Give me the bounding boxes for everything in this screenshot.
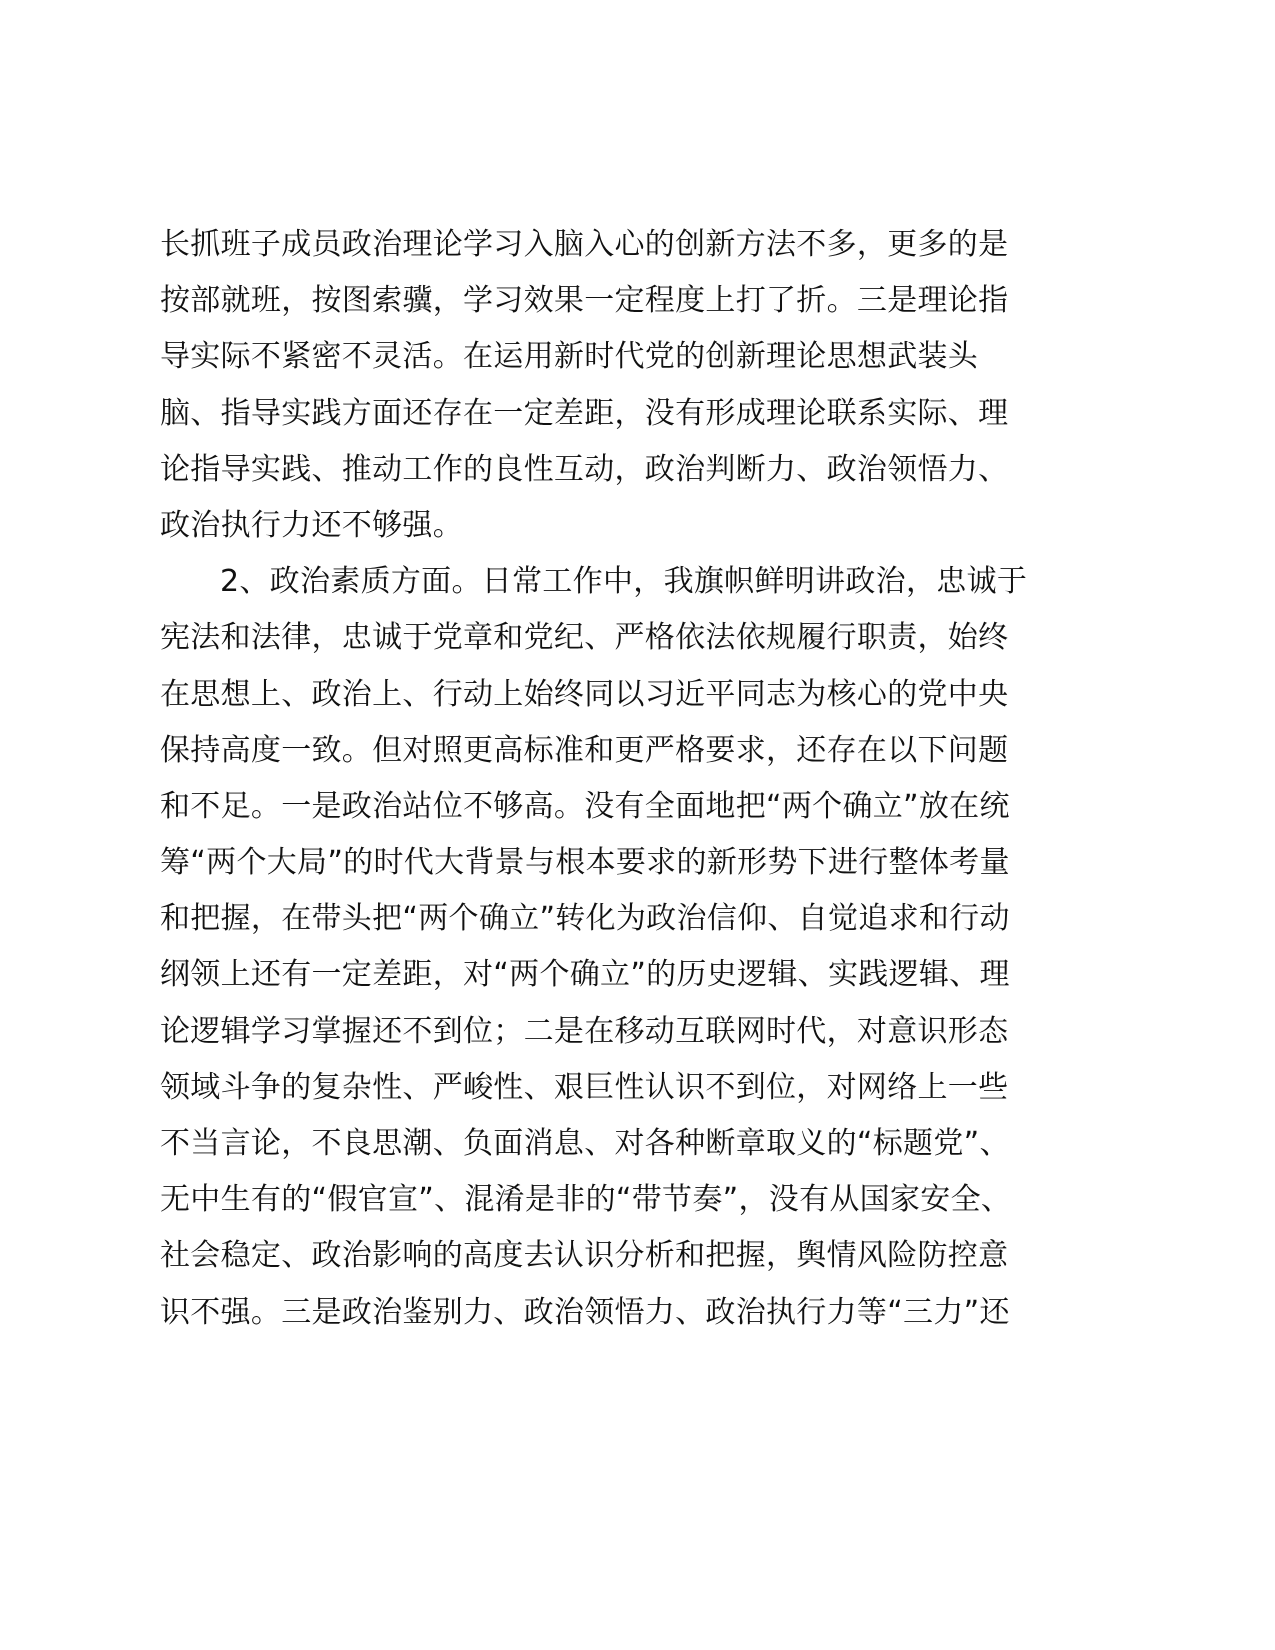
text-line: 领域斗争的复杂性、严峻性、艰巨性认识不到位，对网络上一些: [160, 1069, 1009, 1105]
text-line: 社会稳定、政治影响的高度去认识分析和把握，舆情风险防控意: [160, 1238, 1009, 1274]
text-line: 长抓班子成员政治理论学习入脑入心的创新方法不多，更多的是: [160, 227, 1009, 262]
text-line: 按部就班，按图索骥，学习效果一定程度上打了折。三是理论指: [160, 283, 1009, 319]
text-line: 和不足。一是政治站位不够高。没有全面地把“两个确立”放在统: [160, 788, 1010, 824]
text-line: 保持高度一致。但对照更高标准和更严格要求，还存在以下问题: [160, 732, 1009, 768]
text-line: 筹“两个大局”的时代大背景与根本要求的新形势下进行整体考量: [160, 845, 1010, 881]
text-line: 和把握，在带头把“两个确立”转化为政治信仰、自觉追求和行动: [160, 901, 1010, 937]
paragraph-heading-line: 2、政治素质方面。日常工作中，我旗帜鲜明讲政治，忠诚于: [220, 564, 1028, 600]
text-line: 论逻辑学习掌握还不到位；二是在移动互联网时代，对意识形态: [160, 1013, 1009, 1049]
text-line: 脑、指导实践方面还存在一定差距，没有形成理论联系实际、理: [160, 395, 1009, 431]
text-line: 在思想上、政治上、行动上始终同以习近平同志为核心的党中央: [160, 676, 1009, 712]
text-line: 政治执行力还不够强。: [160, 507, 463, 543]
text-line: 宪法和法律，忠诚于党章和党纪、严格依法依规履行职责，始终: [160, 620, 1009, 656]
text-line: 识不强。三是政治鉴别力、政治领悟力、政治执行力等“三力”还: [160, 1294, 1010, 1330]
text-line: 导实际不紧密不灵活。在运用新时代党的创新理论思想武装头: [160, 339, 979, 375]
text-line: 论指导实践、推动工作的良性互动，政治判断力、政治领悟力、: [160, 451, 1009, 487]
text-line: 纲领上还有一定差距，对“两个确立”的历史逻辑、实践逻辑、理: [160, 957, 1010, 993]
body-text: [160, 217, 1120, 1341]
text-line: 不当言论，不良思潮、负面消息、对各种断章取义的“标题党”、: [160, 1126, 1010, 1161]
text-line: 无中生有的“假官宣”、混淆是非的“带节奏”，没有从国家安全、: [160, 1182, 1012, 1218]
